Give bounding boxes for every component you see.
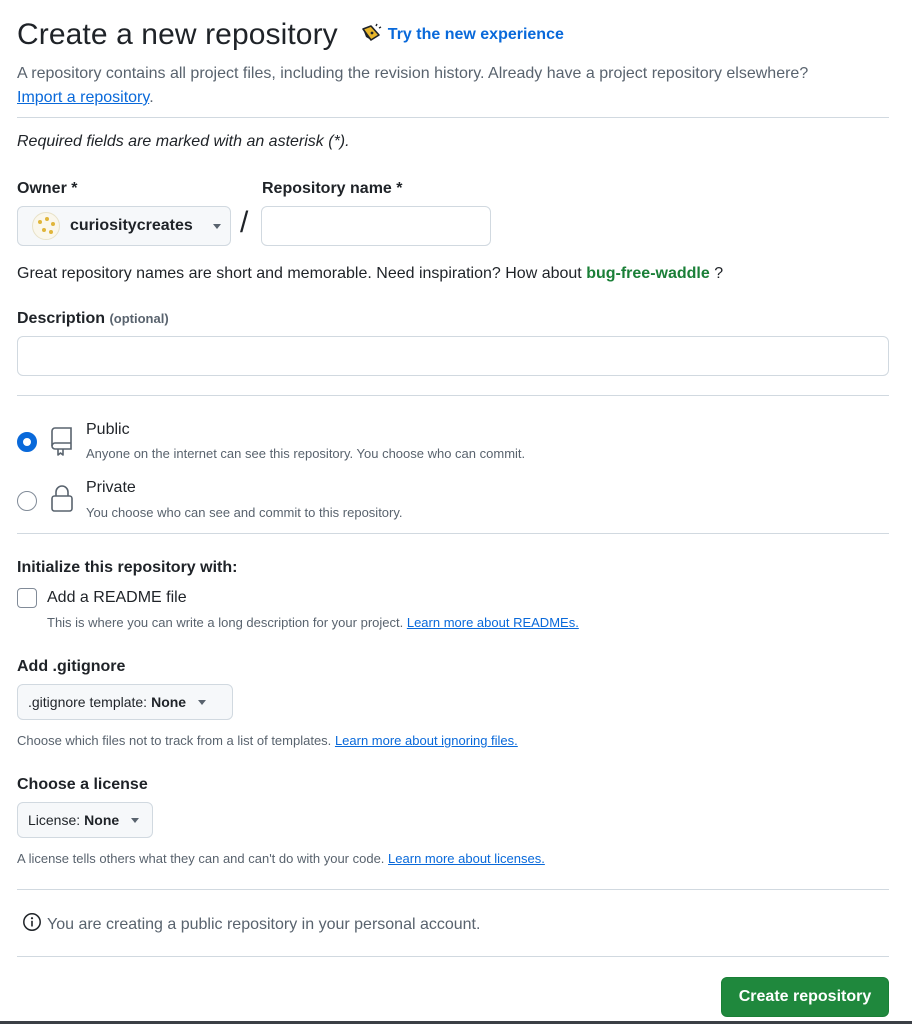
owner-label: Owner * bbox=[17, 180, 78, 197]
gitignore-select-prefix: .gitignore template: bbox=[28, 694, 148, 710]
readme-description-text: This is where you can write a long description for your project. bbox=[47, 615, 404, 630]
gitignore-template-select[interactable] bbox=[17, 684, 233, 720]
description-label bbox=[17, 310, 169, 328]
license-description bbox=[17, 851, 545, 866]
name-suggestion[interactable]: bug-free-waddle bbox=[586, 265, 710, 282]
learn-more-licenses-link[interactable]: Learn more about licenses. bbox=[388, 851, 545, 866]
public-description: Anyone on the internet can see this repository. You choose who can commit. bbox=[86, 446, 526, 461]
notice-text: You are creating a public repository in your personal account. bbox=[47, 915, 481, 933]
license-heading: Choose a license bbox=[17, 776, 148, 793]
gitignore-heading: Add .gitignore bbox=[17, 658, 126, 675]
public-repo-notice bbox=[22, 912, 480, 937]
divider bbox=[17, 889, 889, 890]
lock-icon bbox=[50, 484, 74, 519]
license-description-text: A license tells others what they can and can't do with your code. bbox=[17, 851, 385, 866]
license-select-prefix: License: bbox=[28, 812, 81, 828]
intro-text bbox=[17, 62, 897, 110]
page-title: Create a new repository bbox=[17, 18, 338, 51]
caret-down-icon bbox=[198, 700, 206, 705]
initialize-heading: Initialize this repository with: bbox=[17, 559, 238, 576]
public-radio[interactable] bbox=[17, 432, 37, 452]
private-title: Private bbox=[86, 479, 136, 496]
gitignore-description bbox=[17, 733, 518, 748]
repository-name-input[interactable] bbox=[261, 206, 491, 246]
private-description: You choose who can see and commit to this repository. bbox=[86, 505, 403, 520]
try-new-experience-label: Try the new experience bbox=[387, 26, 564, 43]
create-repository-button[interactable]: Create repository bbox=[721, 977, 889, 1017]
name-hint bbox=[17, 265, 723, 283]
divider bbox=[17, 117, 889, 118]
required-fields-note: Required fields are marked with an asterisk (*). bbox=[17, 133, 350, 150]
license-select-value: None bbox=[84, 812, 120, 828]
optional-tag: (optional) bbox=[109, 311, 169, 326]
divider bbox=[17, 395, 889, 396]
divider bbox=[17, 956, 889, 957]
repo-name-label: Repository name * bbox=[262, 180, 403, 197]
info-icon bbox=[22, 912, 42, 937]
caret-down-icon bbox=[213, 224, 221, 229]
name-hint-text: Great repository names are short and memorable. Need inspiration? How about bbox=[17, 265, 582, 282]
owner-repo-separator: / bbox=[240, 206, 249, 239]
private-radio[interactable] bbox=[17, 491, 37, 511]
intro-period: . bbox=[149, 89, 154, 106]
license-select[interactable] bbox=[17, 802, 153, 838]
description-input[interactable] bbox=[17, 336, 889, 376]
caret-down-icon bbox=[131, 818, 139, 823]
owner-select[interactable] bbox=[17, 206, 231, 246]
learn-more-ignoring-files-link[interactable]: Learn more about ignoring files. bbox=[334, 733, 518, 748]
readme-label[interactable]: Add a README file bbox=[47, 589, 187, 606]
description-label-text: Description bbox=[17, 310, 106, 327]
gitignore-select-value: None bbox=[151, 694, 187, 710]
gitignore-description-text: Choose which files not to track from a list of templates. bbox=[17, 733, 332, 748]
name-hint-end: ? bbox=[714, 265, 724, 282]
intro-description: A repository contains all project files, including the revision history. Already have a project repository elsewhere? bbox=[17, 65, 809, 82]
public-title: Public bbox=[86, 421, 130, 438]
avatar bbox=[32, 212, 60, 240]
readme-description bbox=[47, 615, 579, 630]
try-new-experience-link[interactable] bbox=[360, 23, 564, 48]
title-row bbox=[17, 18, 564, 52]
readme-checkbox[interactable] bbox=[17, 588, 37, 608]
import-repository-link[interactable]: Import a repository bbox=[17, 89, 150, 106]
learn-more-readmes-link[interactable]: Learn more about READMEs. bbox=[406, 615, 579, 630]
repo-icon bbox=[50, 426, 74, 463]
owner-name: curiositycreates bbox=[70, 217, 193, 234]
divider bbox=[17, 533, 889, 534]
sparkle-bot-icon bbox=[360, 23, 382, 48]
